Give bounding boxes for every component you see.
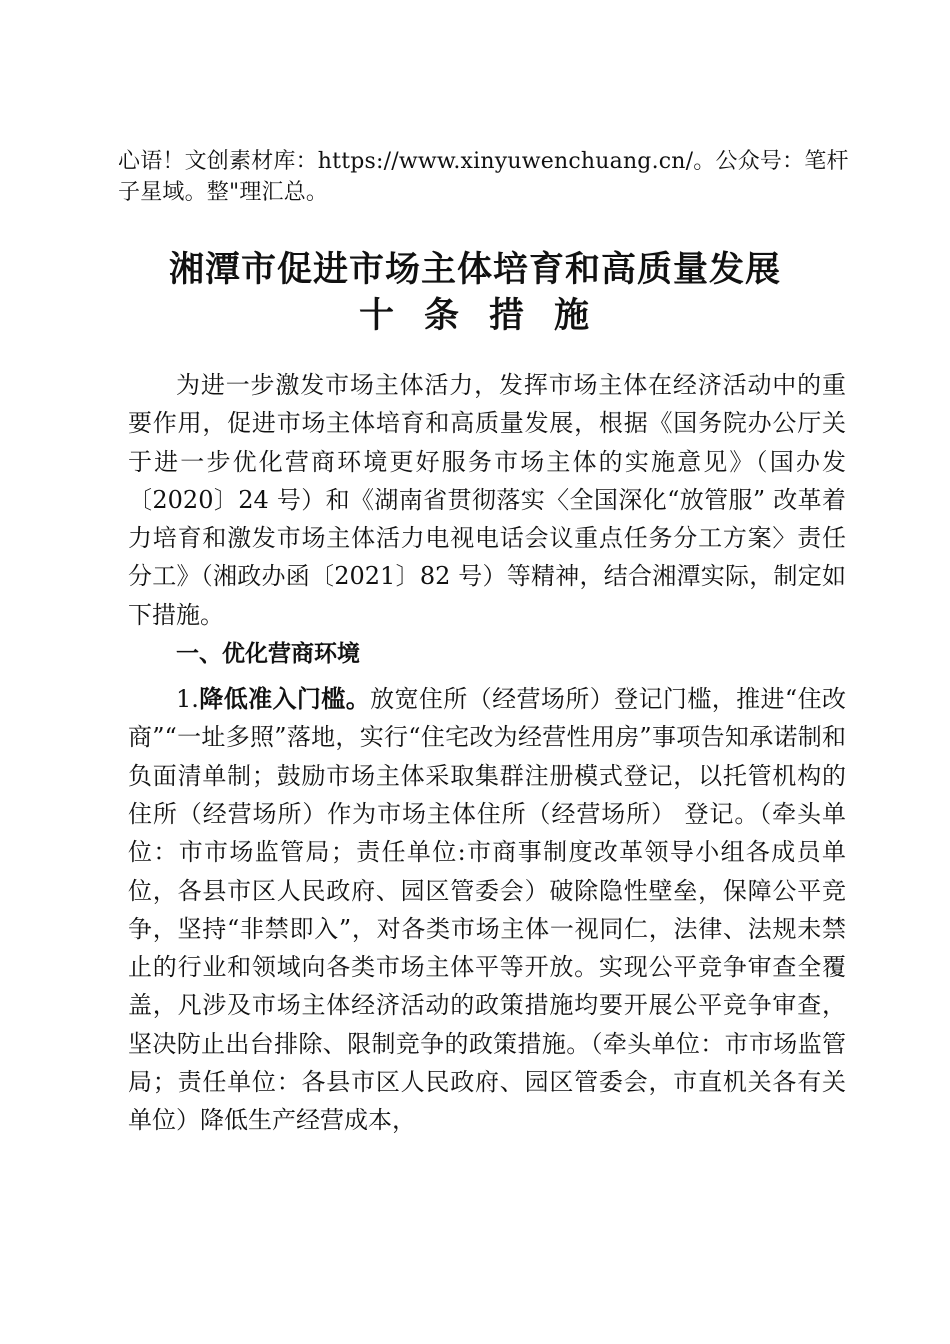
item-text: 放宽住所（经营场所）登记门槛，推进“住改商”“一址多照”落地，实行“住宅改为经营性用房”事项告知承诺制和负面清单制；鼓励市场主体采取集群注册模式登记，以托管机构的住所（经营场所）作为市场主体住所（经营场所） 登记。（牵头单位：市市场监管局；责任单位:市商事制度改革领导小组各成员单位，各县市区人民政府、园区管委会）破除隐性壁垒，保障公平竞争，坚持“非禁即入”，对各类市场主体一视同仁，法律、法规未禁止的行业和领域向各类市场主体平等开放。实现公平竞争审查全覆盖，凡涉及市场主体经济活动的政策措施均要开展公平竞争审查，坚决防止出台排除、限制竞争的政策措施。（牵头单位：市市场监管局；责任单位：各县市区人民政府、园区管委会，市直机关各有关单位）降低生产经营成本，	[128, 685, 846, 1135]
header-note: 心语！文创素材库：https://www.xinyuwenchuang.cn/。公众号：笔杆子星域。整"理汇总。	[118, 149, 849, 205]
measure-paragraph	[128, 680, 846, 1140]
intro-paragraph: 为进一步激发市场主体活力，发挥市场主体在经济活动中的重要作用，促进市场主体培育和高质量发展，根据《国务院办公厅关于进一步优化营商环境更好服务市场主体的实施意见》（国办发〔2020〕24 号）和《湖南省贯彻落实〈全国深化“放管服” 改革着力培育和激发市场主体活力电视电话会议重点任务分工方案〉责任分工》（湘政办函〔2021〕82 号）等精神，结合湘潭实际，制定如下措施。	[128, 371, 846, 629]
document-title-line-2: 十条措施	[358, 295, 619, 336]
item-title: 降低准入门槛。	[198, 685, 371, 714]
section-heading: 一、优化营商环境	[176, 641, 360, 668]
item-number: 1.	[176, 685, 199, 714]
document-title-line-1: 湘潭市促进市场主体培育和高质量发展	[168, 249, 781, 290]
document-body	[128, 366, 846, 1140]
